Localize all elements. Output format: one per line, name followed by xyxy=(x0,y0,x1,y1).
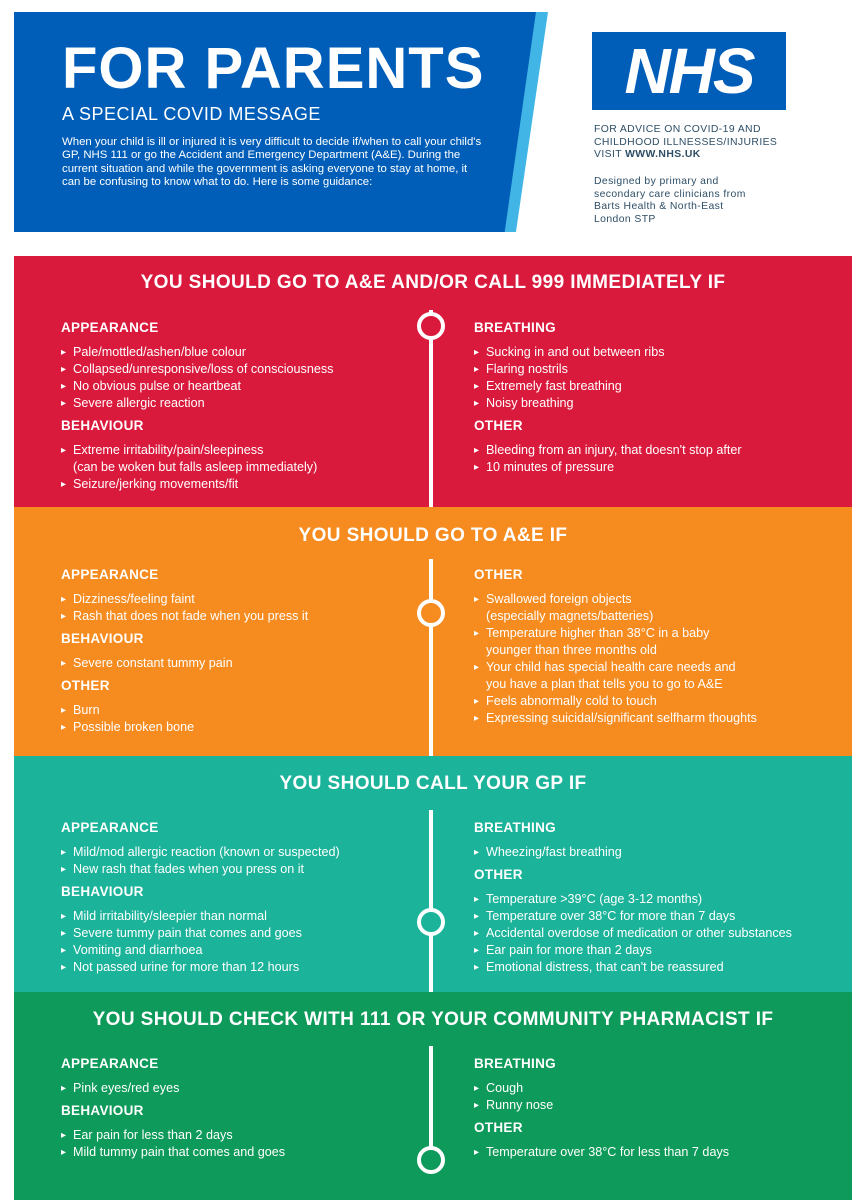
list-item: ▸ Severe constant tummy pain xyxy=(61,655,433,672)
right-column xyxy=(474,818,846,980)
breathing-list xyxy=(474,344,846,412)
list-item: ▸ Your child has special health care needs and xyxy=(474,659,846,676)
behaviour-list xyxy=(61,442,433,493)
list-item: ▸ Severe allergic reaction xyxy=(61,395,433,412)
behaviour-list xyxy=(61,655,433,672)
list-item: ▸ Pale/mottled/ashen/blue colour xyxy=(61,344,433,361)
list-item: ▸ Runny nose xyxy=(474,1097,846,1114)
list-item: ▸ Mild irritability/sleepier than normal xyxy=(61,908,433,925)
list-item: you have a plan that tells you to go to A&E xyxy=(486,677,723,691)
list-item: ▸ Cough xyxy=(474,1080,846,1097)
list-item: ▸ Wheezing/fast breathing xyxy=(474,844,846,861)
list-item: ▸ Severe tummy pain that comes and goes xyxy=(61,925,433,942)
breathing-list xyxy=(474,844,846,861)
behaviour-list xyxy=(61,908,433,976)
left-column xyxy=(61,1054,433,1165)
list-item: younger than three months old xyxy=(486,643,657,657)
category-behaviour: BEHAVIOUR xyxy=(61,631,144,646)
category-behaviour: BEHAVIOUR xyxy=(61,1103,144,1118)
nhs-logo-text: NHS xyxy=(624,35,754,107)
appearance-list xyxy=(61,344,433,412)
category-behaviour: BEHAVIOUR xyxy=(61,418,144,433)
list-item: ▸ Ear pain for less than 2 days xyxy=(61,1127,433,1144)
list-item: ▸ Collapsed/unresponsive/loss of consciousness xyxy=(61,361,433,378)
list-item: ▸ Rash that does not fade when you press it xyxy=(61,608,433,625)
behaviour-list xyxy=(61,1127,433,1161)
list-item: ▸ Ear pain for more than 2 days xyxy=(474,942,846,959)
list-item: ▸ Extreme irritability/pain/sleepiness xyxy=(61,442,433,459)
appearance-list xyxy=(61,844,433,878)
section-emergency-999 xyxy=(14,256,852,507)
nhs-logo xyxy=(592,32,786,110)
section-111-pharmacist xyxy=(14,992,852,1200)
list-item: ▸ Noisy breathing xyxy=(474,395,846,412)
appearance-list xyxy=(61,591,433,625)
left-column xyxy=(61,818,433,980)
page-title: FOR PARENTS xyxy=(62,36,485,101)
list-item: ▸ Temperature >39°C (age 3-12 months) xyxy=(474,891,846,908)
list-item: ▸ Sucking in and out between ribs xyxy=(474,344,846,361)
list-item: ▸ Mild/mod allergic reaction (known or suspected) xyxy=(61,844,433,861)
list-item: ▸ Swallowed foreign objects xyxy=(474,591,846,608)
advice-line-3 xyxy=(594,149,824,162)
other-list xyxy=(474,1144,846,1161)
right-column xyxy=(474,318,846,480)
category-appearance: APPEARANCE xyxy=(61,820,159,835)
nhs-website-link[interactable]: WWW.NHS.UK xyxy=(625,149,701,161)
category-behaviour: BEHAVIOUR xyxy=(61,884,144,899)
other-list xyxy=(474,891,846,976)
list-item: ▸ Seizure/jerking movements/fit xyxy=(61,476,433,493)
credit-line-3: Barts Health & North-East xyxy=(594,201,724,213)
other-list xyxy=(474,591,846,727)
list-item: ▸ Temperature higher than 38°C in a baby xyxy=(474,625,846,642)
list-item: ▸ Extremely fast breathing xyxy=(474,378,846,395)
section-title: YOU SHOULD GO TO A&E IF xyxy=(298,525,568,546)
list-item: ▸ Flaring nostrils xyxy=(474,361,846,378)
list-item: ▸ Accidental overdose of medication or other substances xyxy=(474,925,846,942)
left-column xyxy=(61,565,433,740)
list-item: ▸ Dizziness/feeling faint xyxy=(61,591,433,608)
list-item: ▸ Bleeding from an injury, that doesn't stop after xyxy=(474,442,846,459)
other-list xyxy=(61,702,433,736)
advice-line-2: CHILDHOOD ILLNESSES/INJURIES xyxy=(594,136,778,148)
category-appearance: APPEARANCE xyxy=(61,567,159,582)
list-item: ▸ Pink eyes/red eyes xyxy=(61,1080,433,1097)
credit-line-4: London STP xyxy=(594,213,656,225)
list-item: ▸ Not passed urine for more than 12 hours xyxy=(61,959,433,976)
category-other: OTHER xyxy=(474,1120,523,1135)
page-subtitle: A SPECIAL COVID MESSAGE xyxy=(62,104,321,124)
list-item: ▸ Possible broken bone xyxy=(61,719,433,736)
category-breathing: BREATHING xyxy=(474,820,556,835)
list-item: ▸ Mild tummy pain that comes and goes xyxy=(61,1144,433,1161)
list-item: ▸ Temperature over 38°C for less than 7 days xyxy=(474,1144,846,1161)
section-title: YOU SHOULD CHECK WITH 111 OR YOUR COMMUNITY PHARMACIST IF xyxy=(92,1009,774,1030)
section-title: YOU SHOULD CALL YOUR GP IF xyxy=(279,773,587,794)
list-item: ▸ Burn xyxy=(61,702,433,719)
category-appearance: APPEARANCE xyxy=(61,320,159,335)
list-item: ▸ 10 minutes of pressure xyxy=(474,459,846,476)
intro-text: When your child is ill or injured it is very difficult to decide if/when to call your child's GP, NHS 111 or go the Accident and Emergency Department (A&E). During the current situation and while the government is asking everyone to stay at home, it can be confusing to know what to do. Here is some guidance: xyxy=(62,136,482,189)
credit-line-1: Designed by primary and xyxy=(594,176,719,187)
list-item: ▸ Temperature over 38°C for more than 7 days xyxy=(474,908,846,925)
section-title: YOU SHOULD GO TO A&E AND/OR CALL 999 IMMEDIATELY IF xyxy=(140,272,726,293)
list-item: ▸ Emotional distress, that can't be reassured xyxy=(474,959,846,976)
section-call-gp xyxy=(14,756,852,992)
category-breathing: BREATHING xyxy=(474,1056,556,1071)
left-column xyxy=(61,318,433,497)
list-item: ▸ Vomiting and diarrhoea xyxy=(61,942,433,959)
right-column xyxy=(474,1054,846,1165)
appearance-list xyxy=(61,1080,433,1097)
list-item: ▸ No obvious pulse or heartbeat xyxy=(61,378,433,395)
advice-text xyxy=(594,124,824,162)
list-item: (can be woken but falls asleep immediately) xyxy=(73,460,318,474)
other-list xyxy=(474,442,846,476)
advice-line-1: FOR ADVICE ON COVID-19 AND xyxy=(594,124,761,135)
advice-visit: VISIT xyxy=(594,149,622,161)
credit-line-2: secondary care clinicians from xyxy=(594,188,746,200)
category-breathing: BREATHING xyxy=(474,320,556,335)
breathing-list xyxy=(474,1080,846,1114)
credit-text xyxy=(594,176,824,226)
category-other: OTHER xyxy=(61,678,110,693)
header xyxy=(0,0,864,256)
list-item: (especially magnets/batteries) xyxy=(486,609,654,623)
section-go-to-ae xyxy=(14,507,852,756)
list-item: ▸ New rash that fades when you press on it xyxy=(61,861,433,878)
category-other: OTHER xyxy=(474,418,523,433)
list-item: ▸ Expressing suicidal/significant selfharm thoughts xyxy=(474,710,846,727)
category-other: OTHER xyxy=(474,567,523,582)
category-appearance: APPEARANCE xyxy=(61,1056,159,1071)
list-item: ▸ Feels abnormally cold to touch xyxy=(474,693,846,710)
category-other: OTHER xyxy=(474,867,523,882)
right-column xyxy=(474,565,846,731)
